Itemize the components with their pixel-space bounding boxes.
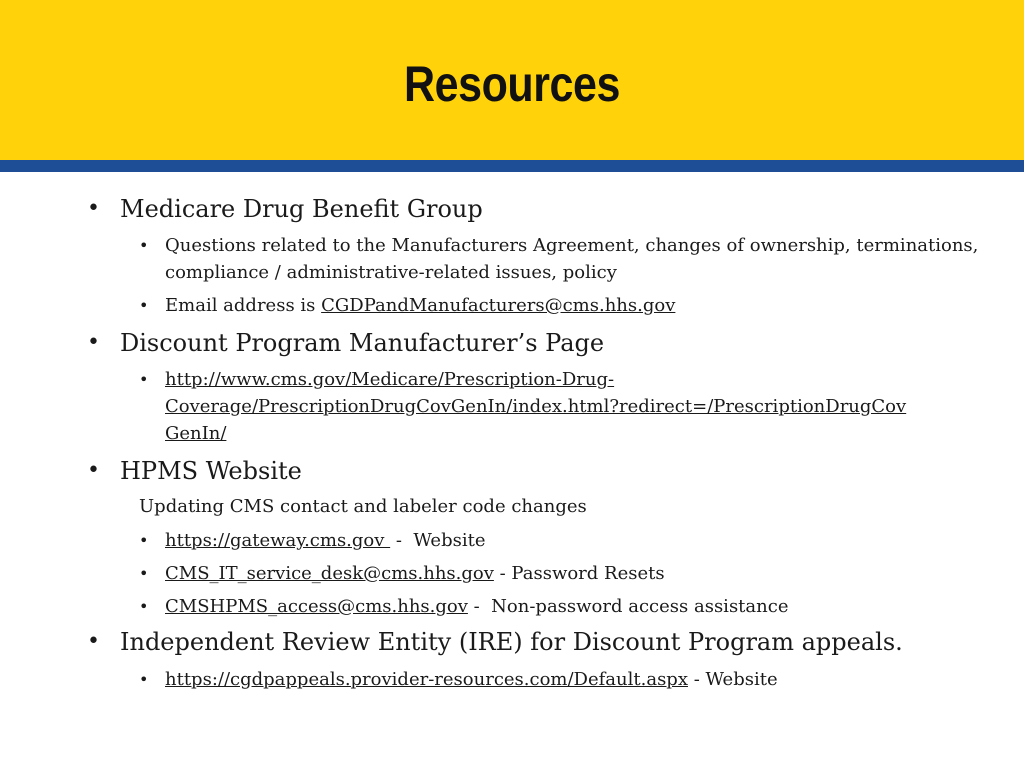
sub-bullet-icon: • <box>139 670 149 689</box>
bullet-text: Medicare Drug Benefit Group <box>120 195 483 223</box>
sub-bullet-gateway <box>139 527 995 554</box>
email-link-cgdp[interactable]: CGDPandManufacturers@cms.hhs.gov <box>321 295 676 316</box>
bullet-medicare-drug-benefit-group <box>87 195 483 223</box>
bullet-discount-program-page <box>87 329 605 357</box>
bullet-text: HPMS Website <box>120 457 302 485</box>
hpms-access-email-link[interactable]: CMSHPMS_access@cms.hhs.gov <box>165 596 468 617</box>
sub-bullet-icon: • <box>139 531 149 550</box>
bullet-ire <box>87 628 903 656</box>
sub-bullet-service-desk <box>139 560 995 587</box>
bullet-icon: • <box>87 330 100 355</box>
sub-bullet-email <box>139 292 995 319</box>
sub-bullet-cms-url <box>139 366 995 447</box>
bullet-icon: • <box>87 458 100 483</box>
bullet-text: Independent Review Entity (IRE) for Discount Program appeals. <box>120 628 903 656</box>
sub-bullet-hpms-access <box>139 593 995 620</box>
sub-bullet-icon: • <box>139 370 149 389</box>
ire-website-suffix: - Website <box>687 669 778 690</box>
sub-bullet-questions <box>139 232 995 286</box>
sub-bullet-icon: • <box>139 236 149 255</box>
gateway-link[interactable]: https://gateway.cms.gov <box>165 530 391 551</box>
gateway-suffix: - Website <box>390 530 486 551</box>
bullet-icon: • <box>87 629 100 654</box>
cms-url-link-line3[interactable]: GenIn/ <box>165 423 227 444</box>
bullet-icon: • <box>87 196 100 221</box>
sub-bullet-text: Questions related to the Manufacturers Agreement, changes of ownership, terminations, compliance / administrative-related issues, policy <box>165 235 979 283</box>
hpms-access-suffix: - Non-password access assistance <box>467 596 789 617</box>
bullet-text: Discount Program Manufacturer’s Page <box>120 329 605 357</box>
sub-bullet-ire-website <box>139 666 995 693</box>
sub-bullet-icon: • <box>139 564 149 583</box>
hpms-note: Updating CMS contact and labeler code changes <box>139 496 587 517</box>
cms-url-link-line1[interactable]: http://www.cms.gov/Medicare/Prescription-Drug- <box>165 369 615 390</box>
service-desk-email-link[interactable]: CMS_IT_service_desk@cms.hhs.gov <box>165 563 494 584</box>
slide-title: Resources <box>403 56 621 112</box>
ire-website-link[interactable]: https://cgdpappeals.provider-resources.com/Default.aspx <box>165 669 688 690</box>
sub-bullet-icon: • <box>139 597 149 616</box>
cms-url-link-line2[interactable]: Coverage/PrescriptionDrugCovGenIn/index.html?redirect=/PrescriptionDrugCov <box>165 396 907 417</box>
sub-bullet-icon: • <box>139 296 149 315</box>
service-desk-suffix: - Password Resets <box>493 563 665 584</box>
bullet-hpms-website <box>87 457 302 485</box>
email-prefix: Email address is <box>165 295 322 316</box>
